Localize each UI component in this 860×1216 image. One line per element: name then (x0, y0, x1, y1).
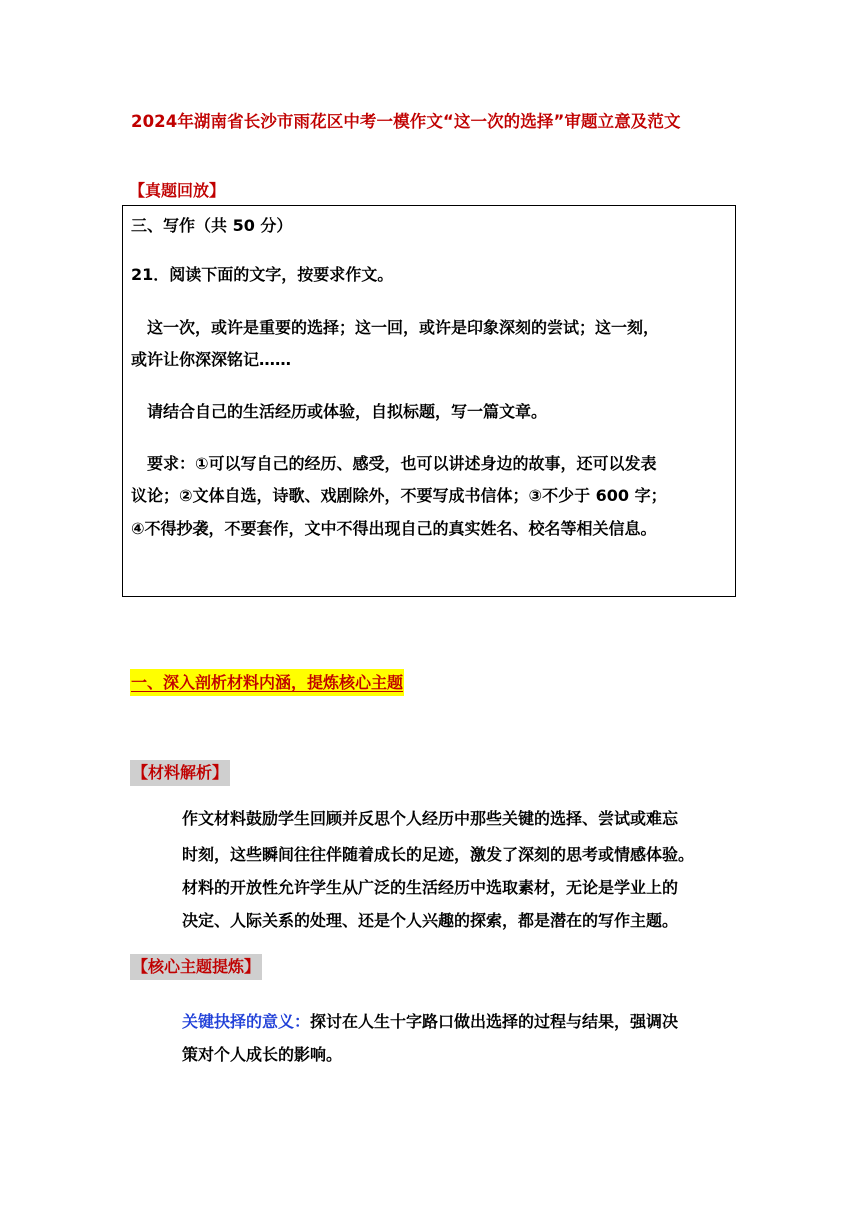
task-text: 请结合自己的生活经历或体验，自拟标题，写一篇文章。 (147, 402, 548, 421)
material-analysis-tag: 【材料解析】 (130, 760, 230, 786)
question-instruction: 21．阅读下面的文字，按要求作文。 (131, 265, 394, 284)
material-line-3: 材料的开放性允许学生从广泛的生活经历中选取素材，无论是学业上的 (182, 878, 679, 897)
core-theme-line-1 (182, 1012, 678, 1032)
requirement-line-1: 要求：①可以写自己的经历、感受，也可以讲述身边的故事，还可以发表 (147, 454, 657, 473)
material-line-1: 作文材料鼓励学生回顾并反思个人经历中那些关键的选择、尝试或难忘 (182, 809, 679, 828)
core-theme-tag: 【核心主题提炼】 (130, 954, 262, 980)
requirement-line-2: 议论；②文体自选，诗歌、戏剧除外，不要写成书信体；③不少于 600 字； (131, 486, 667, 505)
core-theme-text-1: 探讨在人生十字路口做出选择的过程与结果，强调决 (310, 1012, 679, 1031)
prompt-line-2: 或许让你深深铭记…… (131, 350, 292, 369)
requirement-line-3: ④不得抄袭，不要套作，文中不得出现自己的真实姓名、校名等相关信息。 (131, 519, 657, 538)
question-section-heading: 三、写作（共 50 分） (131, 216, 293, 235)
document-title: 2024年湖南省长沙市雨花区中考一模作文“这一次的选择”审题立意及范文 (131, 112, 681, 131)
core-theme-line-2: 策对个人成长的影响。 (182, 1045, 343, 1064)
prompt-line-1: 这一次，或许是重要的选择；这一回，或许是印象深刻的尝试；这一刻， (147, 318, 660, 337)
material-line-2: 时刻，这些瞬间往往伴随着成长的足迹，激发了深刻的思考或情感体验。 (182, 845, 695, 864)
analysis-heading: 一、深入剖析材料内涵，提炼核心主题 (130, 669, 404, 696)
material-line-4: 决定、人际关系的处理、还是个人兴趣的探索，都是潜在的写作主题。 (182, 911, 679, 930)
question-box (122, 205, 736, 597)
core-theme-label: 关键抉择的意义： (182, 1012, 311, 1031)
review-section-tag: 【真题回放】 (129, 181, 226, 200)
